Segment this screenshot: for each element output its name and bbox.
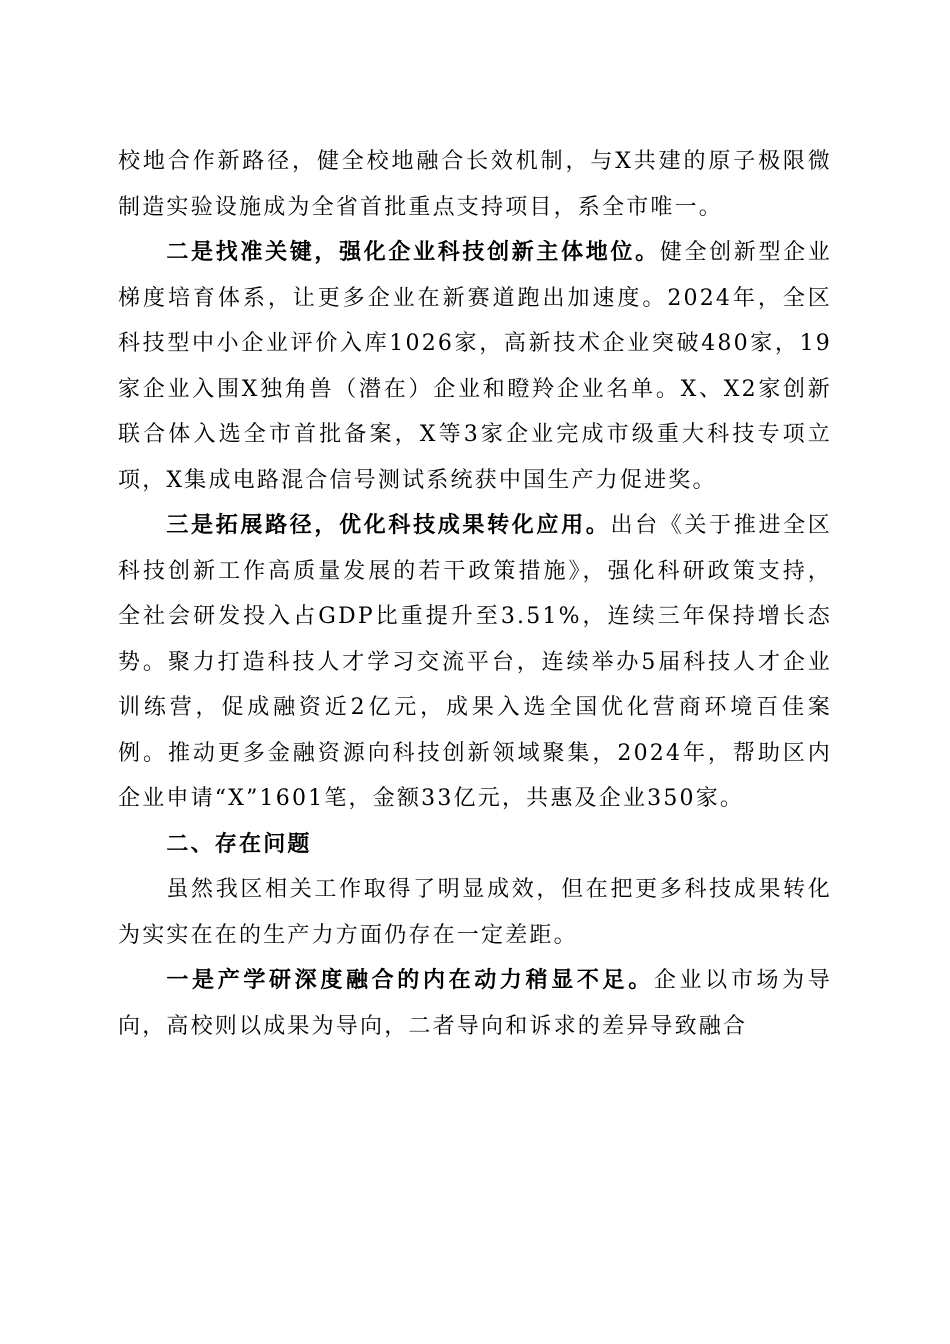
paragraph-lead-sentence: 一是产学研深度融合的内在动力稍显不足。 (166, 967, 654, 993)
document-body (118, 139, 832, 1049)
paragraph-lead-sentence: 三是拓展路径，优化科技成果转化应用。 (166, 512, 611, 538)
paragraph-text: 虽然我区相关工作取得了明显成效，但在把更多科技成果转化为实实在在的生产力方面仍存在一定差距。 (118, 877, 832, 948)
section-heading: 二、存在问题 (166, 831, 312, 857)
paragraph-text: 健全创新型企业梯度培育体系，让更多企业在新赛道跑出加速度。2024年，全区科技型中小企业评价入库1026家，高新技术企业突破480家，19家企业入围X独角兽（潜在）企业和瞪羚企业名单。X、X2家创新联合体入选全市首批备案，X等3家企业完成市级重大科技专项立项，X集成电路混合信号测试系统获中国生产力促进奖。 (118, 240, 832, 493)
paragraph-problem-intro (118, 867, 832, 958)
paragraph-text: 出台《关于推进全区科技创新工作高质量发展的若干政策措施》，强化科研政策支持，全社会研发投入占GDP比重提升至3.51%，连续三年保持增长态势。聚力打造科技人才学习交流平台，连续举办5届科技人才企业训练营，促成融资近2亿元，成果入选全国优化营商环境百佳案例。推动更多金融资源向科技创新领域聚集，2024年，帮助区内企业申请“X”1601笔，金额33亿元，共惠及企业350家。 (118, 513, 832, 811)
paragraph-enterprise-innovation (118, 230, 832, 503)
paragraph-lead-sentence: 二是找准关键，强化企业科技创新主体地位。 (166, 239, 660, 265)
paragraph-integration-problem (118, 958, 832, 1049)
paragraph-text: 校地合作新路径，健全校地融合长效机制，与X共建的原子极限微制造实验设施成为全省首批重点支持项目，系全市唯一。 (118, 149, 832, 220)
paragraph-continuation (118, 139, 832, 230)
paragraph-text: 企业以市场为导向，高校则以成果为导向，二者导向和诉求的差异导致融合 (118, 968, 832, 1039)
paragraph-achievement-transfer (118, 503, 832, 822)
